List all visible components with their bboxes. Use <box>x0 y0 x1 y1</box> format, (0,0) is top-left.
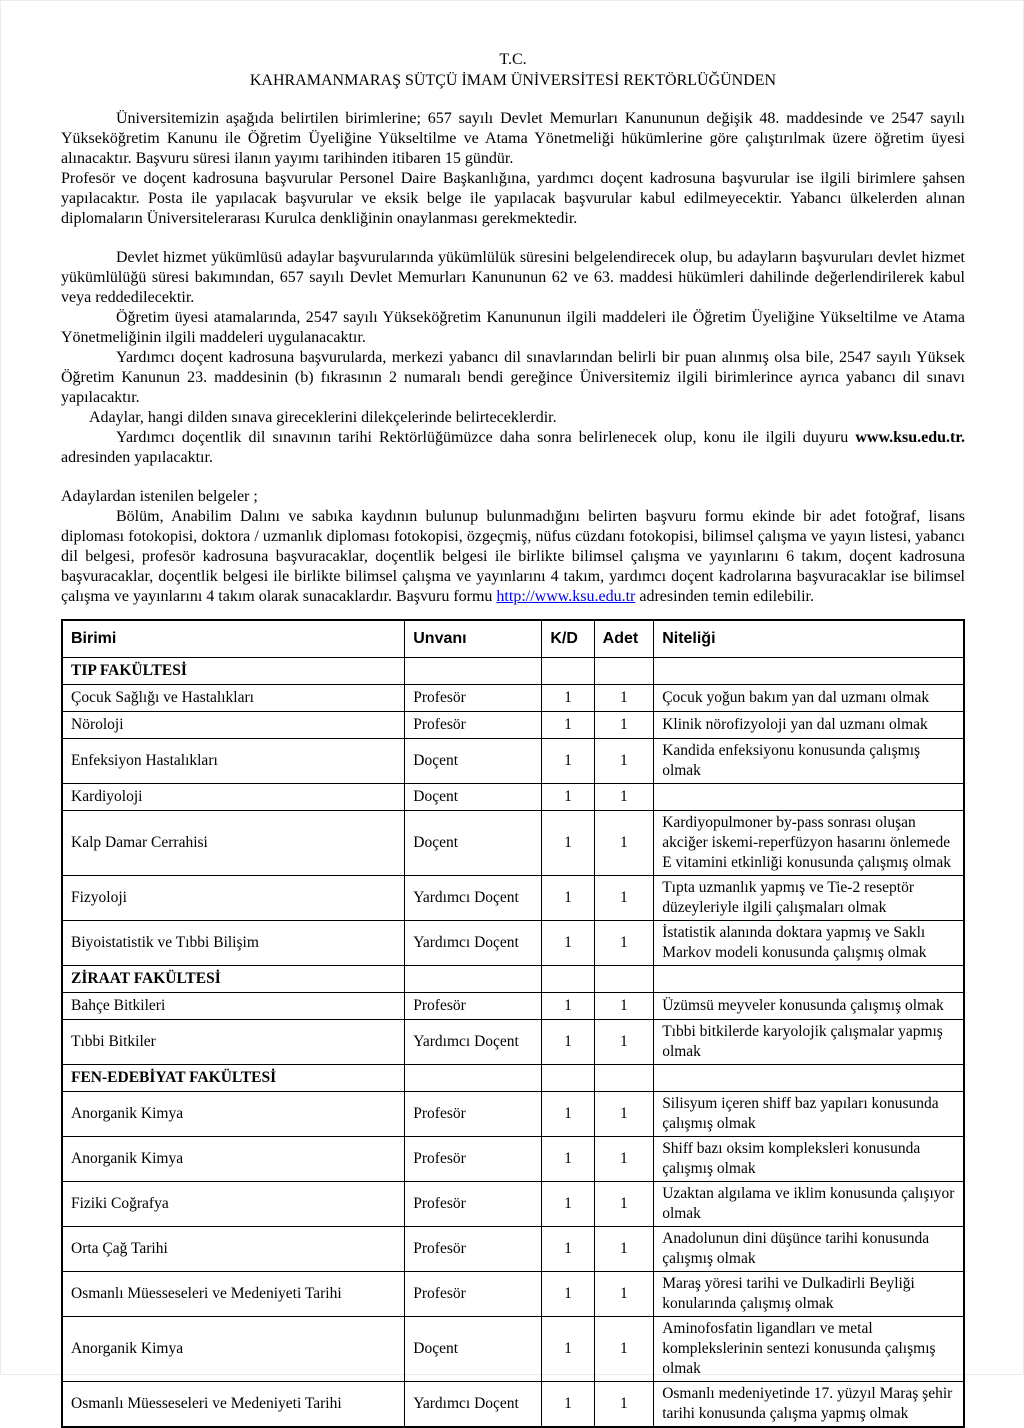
cell-unvani: Doçent <box>405 811 542 876</box>
cell-niteligi: Osmanlı medeniyetinde 17. yüzyıl Maraş şehir tarihi konusunda çalışma yapmış olmak <box>654 1382 964 1428</box>
cell-adet: 1 <box>594 1137 654 1182</box>
cell-kd: 1 <box>542 784 594 811</box>
service-obligation-paragraph: Devlet hizmet yükümlüsü adaylar başvurularında yükümlülük süresini belgelendirecek olup, bu adayların başvuruları devlet hizmet yükümlülüğü süresi bakımından, 657 sayılı Devlet Memurları Kanununun 62 ve 63. maddesi hükümleri dahilinde değerlendirilerek kabul veya reddedilecektir. <box>61 249 965 306</box>
cell-adet: 1 <box>594 1020 654 1065</box>
cell-birimi: FEN-EDEBİYAT FAKÜLTESİ <box>62 1065 405 1092</box>
table-row <box>62 1137 964 1182</box>
cell-niteligi: Anadolunun dini düşünce tarihi konusunda çalışmış olmak <box>654 1227 964 1272</box>
table-section-row <box>62 658 964 685</box>
cell-birimi: Bahçe Bitkileri <box>62 993 405 1020</box>
cell-niteligi: Maraş yöresi tarihi ve Dulkadirli Beyliği konularında çalışmış olmak <box>654 1272 964 1317</box>
cell-kd: 1 <box>542 1182 594 1227</box>
intro-paragraph: Üniversitemizin aşağıda belirtilen birimlerine; 657 sayılı Devlet Memurları Kanununun değişik 48. maddesinde ve 2547 sayılı Yükseköğretim Kanunu ile Öğretim Üyeliğine Yükseltilme ve Atama Yönetmeliği hükümlerine göre çalıştırılmak üzere öğretim üyesi alınacaktır. Başvuru süresi ilanın yayımı tarihinden itibaren 15 gündür. <box>61 110 965 167</box>
cell-kd: 1 <box>542 685 594 712</box>
cell-niteligi: Uzaktan algılama ve iklim konusunda çalışıyor olmak <box>654 1182 964 1227</box>
cell-niteligi: Kandida enfeksiyonu konusunda çalışmış olmak <box>654 739 964 784</box>
cell-unvani: Doçent <box>405 739 542 784</box>
table-row <box>62 1020 964 1065</box>
cell-unvani: Yardımcı Doçent <box>405 1382 542 1428</box>
table-row <box>62 876 964 921</box>
cell-birimi: Anorganik Kimya <box>62 1092 405 1137</box>
cell-birimi: Kalp Damar Cerrahisi <box>62 811 405 876</box>
cell-niteligi: Üzümsü meyveler konusunda çalışmış olmak <box>654 993 964 1020</box>
column-header-adet: Adet <box>594 620 654 658</box>
cell-unvani: Profesör <box>405 1182 542 1227</box>
cell-birimi: Anorganik Kimya <box>62 1137 405 1182</box>
table-row <box>62 811 964 876</box>
required-documents-heading: Adaylardan istenilen belgeler ; <box>61 488 258 505</box>
cell-adet: 1 <box>594 712 654 739</box>
cell-birimi: Tıbbi Bitkiler <box>62 1020 405 1065</box>
cell-adet: 1 <box>594 784 654 811</box>
cell-kd: 1 <box>542 811 594 876</box>
title-heading: KAHRAMANMARAŞ SÜTÇÜ İMAM ÜNİVERSİTESİ REKTÖRLÜĞÜNDEN <box>249 72 777 89</box>
cell-niteligi: Tıpta uzmanlık yapmış ve Tie-2 reseptör düzeyleriyle ilgili çalışmaları olmak <box>654 876 964 921</box>
table-row <box>62 1382 964 1428</box>
cell-niteligi: İstatistik alanında doktara yapmış ve Saklı Markov modeli konusunda çalışmış olmak <box>654 921 964 966</box>
cell-adet: 1 <box>594 1182 654 1227</box>
cell-birimi: Fizyoloji <box>62 876 405 921</box>
cell-unvani: Yardımcı Doçent <box>405 1020 542 1065</box>
column-header-unvani: Unvanı <box>405 620 542 658</box>
cell-kd: 1 <box>542 1092 594 1137</box>
cell-adet <box>594 1065 654 1092</box>
cell-adet: 1 <box>594 811 654 876</box>
cell-unvani: Profesör <box>405 1092 542 1137</box>
column-header-kd: K/D <box>542 620 594 658</box>
cell-adet: 1 <box>594 1092 654 1137</box>
table-row <box>62 784 964 811</box>
language-exam-paragraph: Yardımcı doçent kadrosuna başvurularda, merkezi yabancı dil sınavlarından belirli bir puan alınmış olsa bile, 2547 sayılı Yüksek Öğretim Kanunun 23. maddesinin (b) fıkrasının 2 numaralı bendi gereğince Üniversitemiz ilgili birimlerince ayrıca yabancı dil sınavı yapılacaktır. <box>61 349 965 406</box>
document-header <box>61 49 965 91</box>
cell-unvani: Profesör <box>405 1227 542 1272</box>
cell-birimi: Nöroloji <box>62 712 405 739</box>
cell-birimi: Çocuk Sağlığı ve Hastalıkları <box>62 685 405 712</box>
column-header-niteligi: Niteliği <box>654 620 964 658</box>
cell-niteligi: Çocuk yoğun bakım yan dal uzmanı olmak <box>654 685 964 712</box>
cell-adet: 1 <box>594 1382 654 1428</box>
table-row <box>62 712 964 739</box>
cell-niteligi: Aminofosfatin ligandları ve metal komplekslerinin sentezi konusunda çalışmış olmak <box>654 1317 964 1382</box>
cell-birimi: Kardiyoloji <box>62 784 405 811</box>
required-documents-paragraph <box>61 507 965 607</box>
cell-kd: 1 <box>542 739 594 784</box>
cell-kd: 1 <box>542 1227 594 1272</box>
cell-unvani: Yardımcı Doçent <box>405 921 542 966</box>
cell-birimi: Osmanlı Müesseseleri ve Medeniyeti Tarihi <box>62 1272 405 1317</box>
exam-date-text-pre: Yardımcı doçentlik dil sınavının tarihi Rektörlüğümüzce daha sonra belirlenecek olup, konu ile ilgili duyuru <box>116 429 856 446</box>
cell-kd: 1 <box>542 1382 594 1428</box>
cell-adet: 1 <box>594 876 654 921</box>
exam-language-choice-paragraph: Adaylar, hangi dilden sınava gireceklerini dilekçelerinde belirteceklerdir. <box>89 409 557 426</box>
spacer <box>61 229 965 248</box>
cell-unvani: Doçent <box>405 784 542 811</box>
application-procedure-paragraph: Profesör ve doçent kadrosuna başvurular Personel Daire Başkanlığına, yardımcı doçent kadrosuna başvurular ise ilgili birimlere şahsen yapılacaktır. Posta ile yapılacak başvurular ve eksik belge ile yapılacak başvurular kabul edilmeyecektir. Yabancı ülkelerden alınan diplomaların Üniversitelerarası Kurulca denkliğinin onaylanması gerekmektedir. <box>61 170 965 227</box>
cell-niteligi: Kardiyopulmoner by-pass sonrası oluşan akciğer iskemi-reperfüzyon hasarını önlemede E vitamini etkinliği konusunda çalışmış olmak <box>654 811 964 876</box>
table-row <box>62 993 964 1020</box>
table-row <box>62 685 964 712</box>
table-row <box>62 921 964 966</box>
cell-kd <box>542 966 594 993</box>
cell-kd: 1 <box>542 876 594 921</box>
cell-adet: 1 <box>594 921 654 966</box>
cell-birimi: Enfeksiyon Hastalıkları <box>62 739 405 784</box>
cell-niteligi: Silisyum içeren shiff baz yapıları konusunda çalışmış olmak <box>654 1092 964 1137</box>
cell-unvani: Profesör <box>405 1272 542 1317</box>
cell-kd: 1 <box>542 993 594 1020</box>
cell-birimi: Osmanlı Müesseseleri ve Medeniyeti Tarihi <box>62 1382 405 1428</box>
cell-kd: 1 <box>542 1020 594 1065</box>
cell-adet: 1 <box>594 1227 654 1272</box>
exam-date-text-post: adresinden yapılacaktır. <box>61 449 213 466</box>
cell-adet: 1 <box>594 993 654 1020</box>
table-row <box>62 739 964 784</box>
cell-kd: 1 <box>542 1137 594 1182</box>
cell-birimi: Anorganik Kimya <box>62 1317 405 1382</box>
spacer <box>61 468 965 487</box>
cell-adet: 1 <box>594 1317 654 1382</box>
table-header-row <box>62 620 964 658</box>
table-row <box>62 1317 964 1382</box>
cell-niteligi: Tıbbi bitkilerde karyolojik çalışmalar yapmış olmak <box>654 1020 964 1065</box>
table-row <box>62 1272 964 1317</box>
required-documents-text-post: adresinden temin edilebilir. <box>635 588 814 605</box>
cell-kd: 1 <box>542 921 594 966</box>
table-row <box>62 1227 964 1272</box>
cell-unvani <box>405 966 542 993</box>
table-section-row <box>62 1065 964 1092</box>
cell-kd: 1 <box>542 1272 594 1317</box>
cell-niteligi <box>654 784 964 811</box>
positions-table <box>61 619 965 1428</box>
cell-niteligi: Klinik nörofizyoloji yan dal uzmanı olmak <box>654 712 964 739</box>
cell-kd <box>542 1065 594 1092</box>
exam-date-paragraph <box>61 428 965 468</box>
cell-birimi: Orta Çağ Tarihi <box>62 1227 405 1272</box>
appointment-rules-paragraph: Öğretim üyesi atamalarında, 2547 sayılı Yükseköğretim Kanununun ilgili maddeleri ile Öğretim Üyeliğine Yükseltilme ve Atama Yönetmeliğinin ilgili maddeleri uygulanacaktır. <box>61 309 965 346</box>
table-row <box>62 1092 964 1137</box>
ksu-web-address-bold: www.ksu.edu.tr. <box>855 429 965 446</box>
cell-kd <box>542 658 594 685</box>
cell-unvani <box>405 1065 542 1092</box>
cell-adet <box>594 966 654 993</box>
cell-niteligi: Shiff bazı oksim kompleksleri konusunda çalışmış olmak <box>654 1137 964 1182</box>
cell-birimi: ZİRAAT FAKÜLTESİ <box>62 966 405 993</box>
cell-unvani: Profesör <box>405 993 542 1020</box>
table-row <box>62 1182 964 1227</box>
cell-birimi: Fiziki Coğrafya <box>62 1182 405 1227</box>
cell-niteligi <box>654 1065 964 1092</box>
cell-adet <box>594 658 654 685</box>
cell-unvani: Profesör <box>405 1137 542 1182</box>
cell-adet: 1 <box>594 1272 654 1317</box>
table-section-row <box>62 966 964 993</box>
column-header-birimi: Birimi <box>62 620 405 658</box>
cell-adet: 1 <box>594 739 654 784</box>
tc-heading: T.C. <box>499 51 527 68</box>
application-form-link[interactable]: http://www.ksu.edu.tr <box>496 588 636 605</box>
cell-unvani: Yardımcı Doçent <box>405 876 542 921</box>
cell-adet: 1 <box>594 685 654 712</box>
cell-kd: 1 <box>542 712 594 739</box>
cell-kd: 1 <box>542 1317 594 1382</box>
cell-niteligi <box>654 966 964 993</box>
cell-birimi: TIP FAKÜLTESİ <box>62 658 405 685</box>
cell-niteligi <box>654 658 964 685</box>
cell-unvani: Profesör <box>405 685 542 712</box>
required-documents-text-pre: Bölüm, Anabilim Dalını ve sabıka kaydının bulunup bulunmadığını belirten başvuru formu ekinde bir adet fotoğraf, lisans diploması fotokopisi, doktora / uzmanlık diploması fotokopisi, özgeçmiş, nüfus cüzdanı fotokopisi, bilimsel çalışma ve yayın listesi, yabancı dil belgesi, profesör kadrosuna başvuracaklar, doçentlik belgesi ile birlikte bilimsel çalışma ve yayınlarını 6 takım, doçent kadrosuna başvuracaklar, doçentlik belgesi ile birlikte bilimsel çalışma ve yayınlarını 4 takım, yardımcı doçent kadrolarına başvuracaklar ise bilimsel çalışma ve yayınlarını 4 takım olarak sunacaklardır. Başvuru formu <box>61 508 965 605</box>
cell-unvani: Profesör <box>405 712 542 739</box>
cell-unvani <box>405 658 542 685</box>
positions-table-body <box>62 658 964 1428</box>
cell-birimi: Biyoistatistik ve Tıbbi Bilişim <box>62 921 405 966</box>
cell-unvani: Doçent <box>405 1317 542 1382</box>
